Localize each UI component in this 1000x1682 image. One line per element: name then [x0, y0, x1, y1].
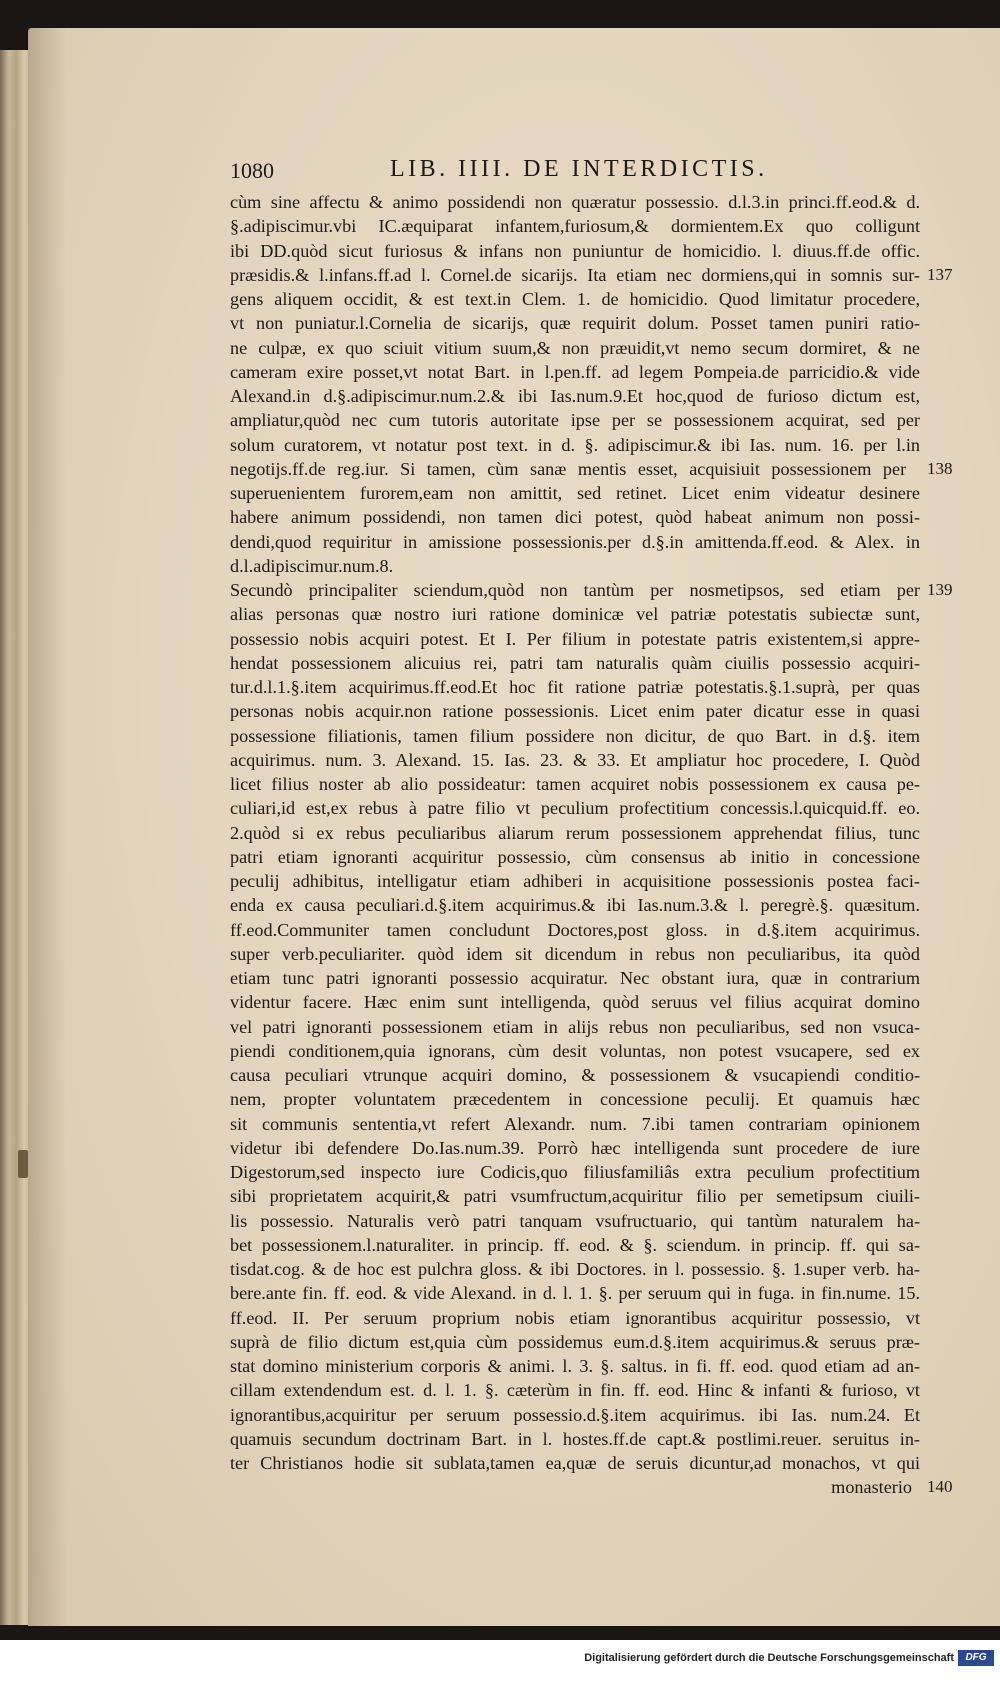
text-line: d.l.adipiscimur.num.8. — [230, 555, 394, 576]
text-line: quamuis secundum doctrinam Bart. in l. hostes.ff.de capt.& postlimi.reuer. seruitus in- — [230, 1428, 920, 1449]
text-line: Digestorum,sed inspecto iure Codicis,quo filiusfamiliâs extra peculium profectitium — [230, 1162, 920, 1182]
text-line: sit communis sententia,vt refert Alexandr. num. 7.ibi tamen contrariam opinionem — [230, 1113, 920, 1134]
text-line: videtur ibi defendere Do.Ias.num.39. Porrò hæc intelligenda sunt procedere de iure — [230, 1137, 920, 1158]
text-line: patri etiam ignoranti acquiritur possessio, cùm consensus ab initio in concessione — [230, 846, 920, 867]
text-line: monasterio — [831, 1477, 912, 1498]
text-line: præsidis.& l.infans.ff.ad l. Cornel.de sicarijs. Ita etiam nec dormiens,qui in somnis sur- — [230, 264, 920, 285]
text-line: alias personas quæ nostro iuri ratione dominicæ vel patriæ potestatis subiectæ sunt, — [230, 604, 920, 625]
book-clasp — [18, 1150, 28, 1178]
body-text — [230, 190, 920, 1500]
running-title: LIB. IIII. DE INTERDICTIS. — [390, 156, 768, 182]
text-line: possessio nobis acquiri potest. Et I. Per filium in potestate patris existentem,si appre- — [230, 628, 920, 649]
text-line: suprà de filio dictum est,quia cùm possidemus eum.d.§.item acquirimus.& seruus præ- — [230, 1331, 920, 1352]
text-line: negotijs.ff.de reg.iur. Si tamen, cùm sanæ mentis esset, acquisiuit possessionem per — [230, 458, 907, 479]
text-line: possessione filiationis, tamen filium possidere non dicitur, de quo Bart. in d.§. item — [230, 725, 920, 746]
text-line: culiari,id est,ex rebus à patre filio vt peculium profectitium concessis.l.quicquid.ff. eo. — [230, 798, 920, 819]
margin-number: 137 — [927, 264, 953, 284]
text-line: bet possessionem.l.naturaliter. in princip. ff. eod. & §. sciendum. in princip. ff. qui sa- — [230, 1234, 920, 1255]
text-line: gens aliquem occidit, & est text.in Clem. 1. de homicidio. Quod limitatur procedere, — [230, 289, 920, 309]
text-line: ne culpæ, ex quo sciuit vitium suum,& non præuidit,vt nemo secum dormiret, & ne — [230, 337, 920, 358]
binding-shadow — [28, 28, 68, 1626]
text-line: hendat possessionem alicuius rei, patri tam naturalis quàm ciuilis possessio acquiri- — [230, 652, 920, 673]
text-line: ignorantibus,acquiritur per seruum possessio.d.§.item acquirimus. ibi Ias. num.24. Et — [230, 1404, 920, 1425]
text-line: vt non puniatur.l.Cornelia de sicarijs, quæ requirit dolum. Posset tamen puniri ratio- — [230, 313, 920, 334]
text-line: ff.eod. II. Per seruum proprium nobis etiam ignorantibus acquiritur possessio, vt — [230, 1307, 920, 1328]
text-line: stat domino ministerium corporis & animi. l. 3. §. saltus. in fi. ff. eod. quod etiam ad an- — [230, 1356, 920, 1376]
footer-credit: Digitalisierung gefördert durch die Deutsche Forschungsgemeinschaft — [584, 1652, 954, 1664]
text-line: peculij adhibitus, intelligatur etiam adhiberi in acquisitione possessionis postea faci- — [230, 871, 920, 891]
page-number: 1080 — [230, 158, 274, 183]
text-line: lis possessio. Naturalis verò patri tanquam vsufructuario, qui tantùm naturalem ha- — [230, 1210, 920, 1231]
text-line: ibi DD.quòd sicut furiosus & infans non puniuntur de homicidio. l. diuus.ff.de offic. — [230, 240, 920, 261]
text-line: super verb.peculiariter. quòd idem sit dicendum in rebus non peculiaribus, ita quòd — [230, 943, 920, 964]
text-line: ter Christianos hodie sit sublata,tamen ea,quæ de seruis dicuntur,ad monachos, vt qui — [230, 1453, 920, 1473]
text-line: cùm sine affectu & animo possidendi non quæratur possessio. d.l.3.in princi.ff.eod.& d. — [230, 192, 920, 212]
text-line: Secundò principaliter sciendum,quòd non tantùm per nosmetipsos, sed etiam per — [230, 580, 920, 600]
text-line: dendi,quod requiritur in amissione possessionis.per d.§.in amittenda.ff.eod. & Alex. in — [230, 531, 920, 552]
text-line: cillam extendendum est. d. l. 1. §. cæterùm in fin. ff. eod. Hinc & infanti & furioso, vt — [230, 1380, 920, 1401]
text-line: habere animum possidendi, non tamen dici potest, quòd habeat animum non possi- — [230, 507, 920, 528]
text-line: tur.d.l.1.§.item acquirimus.ff.eod.Et hoc fit ratione patriæ potestatis.§.1.suprà, per quas — [230, 677, 920, 697]
text-line: solum curatorem, vt notatur post text. in d. §. adipiscimur.& ibi Ias. num. 16. per l.in — [230, 434, 920, 455]
text-line: 2.quòd si ex rebus peculiaribus aliarum rerum possessionem apprehendat filius, tunc — [230, 822, 920, 843]
text-line: tisdat.cog. & de hoc est pulchra gloss. & ibi Doctores. in l. possessio. §. 1.super verb. ha- — [230, 1259, 920, 1279]
margin-number: 138 — [927, 458, 953, 478]
text-line: sibi proprietatem acquirit,& patri vsumfructum,acquiritur filio per semetipsum ciuili- — [230, 1186, 920, 1207]
text-line: vel patri ignoranti possessionem etiam in alijs rebus non peculiaribus, sed non vsuca- — [230, 1016, 920, 1037]
margin-number: 139 — [927, 580, 953, 599]
text-line: licet filius noster ab alio possideatur: tamen acquiret nobis possessionem ex causa pe- — [230, 774, 920, 794]
text-line: ampliatur,quòd nec cum tutoris autoritate ipse per se possessionem acquirat, sed per — [230, 410, 920, 431]
text-line: nem, propter voluntatem præcedentem in concessione peculij. Et quamuis hæc — [230, 1089, 920, 1110]
text-line: §.adipiscimur.vbi IC.æquiparat infantem,furiosum,& dormientem.Ex quo colligunt — [230, 216, 920, 237]
text-line: enda ex causa peculiari.d.§.item acquirimus.& ibi Ias.num.3.& l. peregrè.§. quæsitum. — [230, 895, 920, 916]
text-line: bere.ante fin. ff. eod. & vide Alexand. in d. l. 1. §. per seruum qui in fuga. in fin.nume. 15. — [230, 1283, 920, 1304]
text-line: Alexand.in d.§.adipiscimur.num.2.& ibi Ias.num.9.Et hoc,quod de furioso dictum est, — [230, 386, 920, 406]
text-line: ff.eod.Communiter tamen concludunt Doctores,post gloss. in d.§.item acquirimus. — [230, 919, 920, 940]
margin-number: 140 — [927, 1477, 953, 1497]
text-line: causa peculiari vtrunque acquiri domino, & possessionem & vsucapiendi conditio- — [230, 1065, 920, 1085]
text-line: personas nobis acquir.non ratione possessionis. Licet enim pater dicatur esse in quasi — [230, 701, 920, 722]
text-line: etiam tunc patri ignoranti possessio acquiratur. Nec obstant iura, quæ in contrarium — [230, 968, 920, 988]
text-line: videntur facere. Hæc enim sunt intelligenda, quòd seruus vel filius acquirat domino — [230, 992, 920, 1013]
page-stack-edge — [0, 50, 31, 1625]
dfg-logo: DFG — [958, 1650, 994, 1666]
text-line: cameram exire posset,vt notat Bart. in l.pen.ff. ad legem Pompeia.de parricidio.& vide — [230, 361, 920, 382]
text-line: acquirimus. num. 3. Alexand. 15. Ias. 23. & 33. Et ampliatur hoc procedere, I. Quòd — [230, 749, 920, 770]
text-line: piendi conditionem,quia ignorans, cùm desit voluntas, non potest vsucapere, sed ex — [230, 1040, 920, 1061]
text-line: superuenientem furorem,eam non amittit, sed retinet. Licet enim videatur desinere — [230, 483, 920, 503]
